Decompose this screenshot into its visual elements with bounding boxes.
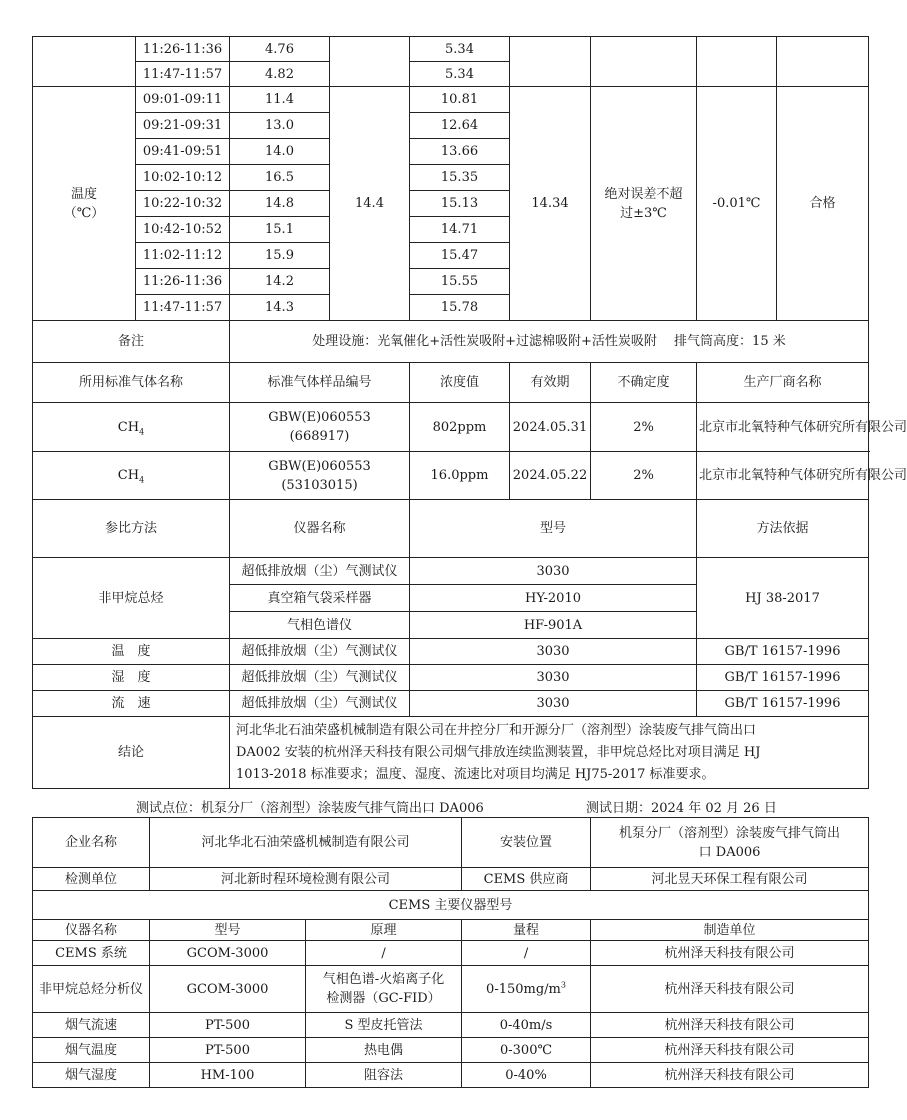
company-label: 企业名称 — [33, 818, 150, 868]
info-row — [33, 868, 869, 891]
cems-row — [33, 966, 869, 1013]
time-cell: 10:22-10:32 — [136, 191, 230, 217]
ref-value-cell: 4.82 — [230, 62, 330, 87]
principle-cell: 热电偶 — [306, 1038, 462, 1063]
conclusion-row — [33, 717, 869, 789]
range-cell: 0-300℃ — [462, 1038, 591, 1063]
basis-cell: GB/T 16157-1996 — [697, 691, 869, 717]
model-cell: PT-500 — [150, 1013, 306, 1038]
criterion-cell: 绝对误差不超 过±3℃ — [591, 87, 697, 321]
cems-row — [33, 1038, 869, 1063]
ref-value-cell: 13.0 — [230, 113, 330, 139]
header-cell: 仪器名称 — [33, 920, 150, 941]
test-point-caption: 测试点位：机泵分厂（溶剂型）涂装废气排气筒出口 DA006 — [136, 801, 484, 816]
header-cell: 仪器名称 — [230, 500, 410, 558]
instrument-name-cell: 烟气温度 — [33, 1038, 150, 1063]
model-cell: HY-2010 — [410, 585, 697, 612]
comparison-table — [32, 36, 907, 789]
range-cell: 0-40% — [462, 1063, 591, 1088]
time-cell: 10:02-10:12 — [136, 165, 230, 191]
instrument-cell: 超低排放烟（尘）气测试仪 — [230, 691, 410, 717]
std-gas-row — [33, 403, 869, 452]
std-gas-header-row — [33, 363, 869, 403]
info-row — [33, 818, 869, 868]
model-cell: 3030 — [410, 691, 697, 717]
conc-cell: 16.0ppm — [410, 452, 510, 500]
param-label: 湿 度 — [33, 665, 230, 691]
location-label: 安装位置 — [462, 818, 591, 868]
basis-cell: GB/T 16157-1996 — [697, 665, 869, 691]
temperature-label: 温度 （℃） — [33, 87, 136, 321]
param-label: 温 度 — [33, 639, 230, 665]
principle-cell: / — [306, 941, 462, 966]
location-value: 机泵分厂（溶剂型）涂装废气排气筒出 口 DA006 — [591, 818, 869, 868]
ref-method-row — [33, 665, 869, 691]
supplier-value: 河北昱天环保工程有限公司 — [591, 868, 869, 891]
model-cell: 3030 — [410, 639, 697, 665]
empty-cell — [510, 37, 591, 87]
cems-value-cell: 15.35 — [410, 165, 510, 191]
header-cell: 型号 — [150, 920, 306, 941]
ref-value-cell: 16.5 — [230, 165, 330, 191]
cems-info-table — [32, 817, 869, 1088]
empty-cell — [697, 37, 777, 87]
time-cell: 11:02-11:12 — [136, 243, 230, 269]
time-cell: 11:47-11:57 — [136, 62, 230, 87]
model-cell: HM-100 — [150, 1063, 306, 1088]
instrument-name-cell: 烟气流速 — [33, 1013, 150, 1038]
maker-cell: 杭州泽天科技有限公司 — [591, 941, 869, 966]
instrument-name-cell: CEMS 系统 — [33, 941, 150, 966]
instrument-name-cell: 非甲烷总烃分析仪 — [33, 966, 150, 1013]
ref-value-cell: 14.3 — [230, 295, 330, 321]
cems-row — [33, 1063, 869, 1088]
result-cell: 合格 — [777, 87, 869, 321]
model-cell: PT-500 — [150, 1038, 306, 1063]
time-cell: 11:26-11:36 — [136, 37, 230, 62]
maker-cell: 杭州泽天科技有限公司 — [591, 1063, 869, 1088]
table-row — [33, 87, 869, 113]
cems-row — [33, 941, 869, 966]
header-cell: 参比方法 — [33, 500, 230, 558]
test-date-caption: 测试日期：2024 年 02 月 26 日 — [586, 801, 777, 816]
cems-value-cell: 15.13 — [410, 191, 510, 217]
cems-value-cell: 12.64 — [410, 113, 510, 139]
test-unit-label: 检测单位 — [33, 868, 150, 891]
maker-cell: 北京市北氧特种气体研究所有限公司 — [697, 452, 869, 500]
header-cell: 所用标准气体名称 — [33, 363, 230, 403]
empty-cell — [591, 37, 697, 87]
ref-value-cell: 4.76 — [230, 37, 330, 62]
instrument-name-cell: 烟气湿度 — [33, 1063, 150, 1088]
model-cell: HF-901A — [410, 612, 697, 639]
cems-header-row — [33, 920, 869, 941]
ref-method-header-row — [33, 500, 869, 558]
company-value: 河北华北石油荣盛机械制造有限公司 — [150, 818, 462, 868]
ref-value-cell: 14.8 — [230, 191, 330, 217]
time-cell: 09:21-09:31 — [136, 113, 230, 139]
time-cell: 11:47-11:57 — [136, 295, 230, 321]
table-row — [33, 37, 869, 62]
model-cell: 3030 — [410, 665, 697, 691]
cems-average-cell: 14.34 — [510, 87, 591, 321]
cems-title-row — [33, 891, 869, 920]
header-cell: 型号 — [410, 500, 697, 558]
gas-name-cell: $CH_4$ — [33, 403, 230, 452]
gas-code-cell: GBW(E)060553 (668917) — [230, 403, 410, 452]
header-cell: 原理 — [306, 920, 462, 941]
uncert-cell: 2% — [591, 403, 697, 452]
header-cell: 方法依据 — [697, 500, 869, 558]
gas-code-cell: GBW(E)060553 (53103015) — [230, 452, 410, 500]
remark-row — [33, 321, 869, 363]
cems-value-cell: 13.66 — [410, 139, 510, 165]
header-cell: 浓度值 — [410, 363, 510, 403]
header-cell: 标准气体样品编号 — [230, 363, 410, 403]
range-cell: $0-150mg/m^3$ — [462, 966, 591, 1013]
header-cell: 有效期 — [510, 363, 591, 403]
header-cell: 生产厂商名称 — [697, 363, 869, 403]
principle-cell: 阻容法 — [306, 1063, 462, 1088]
cems-value-cell: 15.55 — [410, 269, 510, 295]
cems-value-cell: 10.81 — [410, 87, 510, 113]
uncert-cell: 2% — [591, 452, 697, 500]
instrument-cell: 超低排放烟（尘）气测试仪 — [230, 639, 410, 665]
empty-cell — [777, 37, 869, 87]
range-cell: / — [462, 941, 591, 966]
remark-text: 处理设施：光氧催化+活性炭吸附+过滤棉吸附+活性炭吸附 排气筒高度：15 米 — [230, 321, 869, 363]
time-cell: 09:41-09:51 — [136, 139, 230, 165]
empty-cell — [330, 37, 410, 87]
valid-cell: 2024.05.22 — [510, 452, 591, 500]
principle-cell: S 型皮托管法 — [306, 1013, 462, 1038]
cems-row — [33, 1013, 869, 1038]
ref-value-cell: 15.9 — [230, 243, 330, 269]
instrument-cell: 超低排放烟（尘）气测试仪 — [230, 558, 410, 585]
cems-value-cell: 5.34 — [410, 62, 510, 87]
maker-cell: 杭州泽天科技有限公司 — [591, 1013, 869, 1038]
instrument-cell: 气相色谱仪 — [230, 612, 410, 639]
ref-method-row — [33, 558, 869, 585]
ref-method-row — [33, 639, 869, 665]
ref-value-cell: 15.1 — [230, 217, 330, 243]
ref-value-cell: 11.4 — [230, 87, 330, 113]
basis-cell: HJ 38-2017 — [697, 558, 869, 639]
header-cell: 不确定度 — [591, 363, 697, 403]
error-cell: -0.01℃ — [697, 87, 777, 321]
cems-value-cell: 15.47 — [410, 243, 510, 269]
conclusion-label: 结论 — [33, 717, 230, 789]
cems-value-cell: 15.78 — [410, 295, 510, 321]
remark-label: 备注 — [33, 321, 230, 363]
time-cell: 11:26-11:36 — [136, 269, 230, 295]
empty-cell — [33, 37, 136, 87]
range-cell: 0-40m/s — [462, 1013, 591, 1038]
header-cell: 制造单位 — [591, 920, 869, 941]
model-cell: GCOM-3000 — [150, 941, 306, 966]
valid-cell: 2024.05.31 — [510, 403, 591, 452]
std-gas-row — [33, 452, 869, 500]
principle-cell: 气相色谱-火焰离子化 检测器（GC-FID） — [306, 966, 462, 1013]
model-cell: 3030 — [410, 558, 697, 585]
ref-method-row — [33, 691, 869, 717]
conc-cell: 802ppm — [410, 403, 510, 452]
header-cell: 量程 — [462, 920, 591, 941]
cems-value-cell: 14.71 — [410, 217, 510, 243]
param-label: 流 速 — [33, 691, 230, 717]
instrument-cell: 真空箱气袋采样器 — [230, 585, 410, 612]
nmhc-label: 非甲烷总烃 — [33, 558, 230, 639]
cems-value-cell: 5.34 — [410, 37, 510, 62]
maker-cell: 北京市北氧特种气体研究所有限公司 — [697, 403, 869, 452]
test-unit-value: 河北新时程环境检测有限公司 — [150, 868, 462, 891]
time-cell: 09:01-09:11 — [136, 87, 230, 113]
maker-cell: 杭州泽天科技有限公司 — [591, 1038, 869, 1063]
model-cell: GCOM-3000 — [150, 966, 306, 1013]
ref-average-cell: 14.4 — [330, 87, 410, 321]
ref-value-cell: 14.2 — [230, 269, 330, 295]
instrument-cell: 超低排放烟（尘）气测试仪 — [230, 665, 410, 691]
gas-name-cell: $CH_4$ — [33, 452, 230, 500]
conclusion-text: 河北华北石油荣盛机械制造有限公司在井控分厂和开源分厂（溶剂型）涂装废气排气筒出口 DA002 安装的杭州泽天科技有限公司烟气排放连续监测装置，非甲烷总烃比对项目满足 HJ 1013-2018 标准要求；温度、湿度、流速比对项目均满足 HJ75-2017 标准要求。 — [230, 717, 869, 789]
maker-cell: 杭州泽天科技有限公司 — [591, 966, 869, 1013]
ref-value-cell: 14.0 — [230, 139, 330, 165]
cems-title: CEMS 主要仪器型号 — [33, 891, 869, 920]
supplier-label: CEMS 供应商 — [462, 868, 591, 891]
basis-cell: GB/T 16157-1996 — [697, 639, 869, 665]
time-cell: 10:42-10:52 — [136, 217, 230, 243]
